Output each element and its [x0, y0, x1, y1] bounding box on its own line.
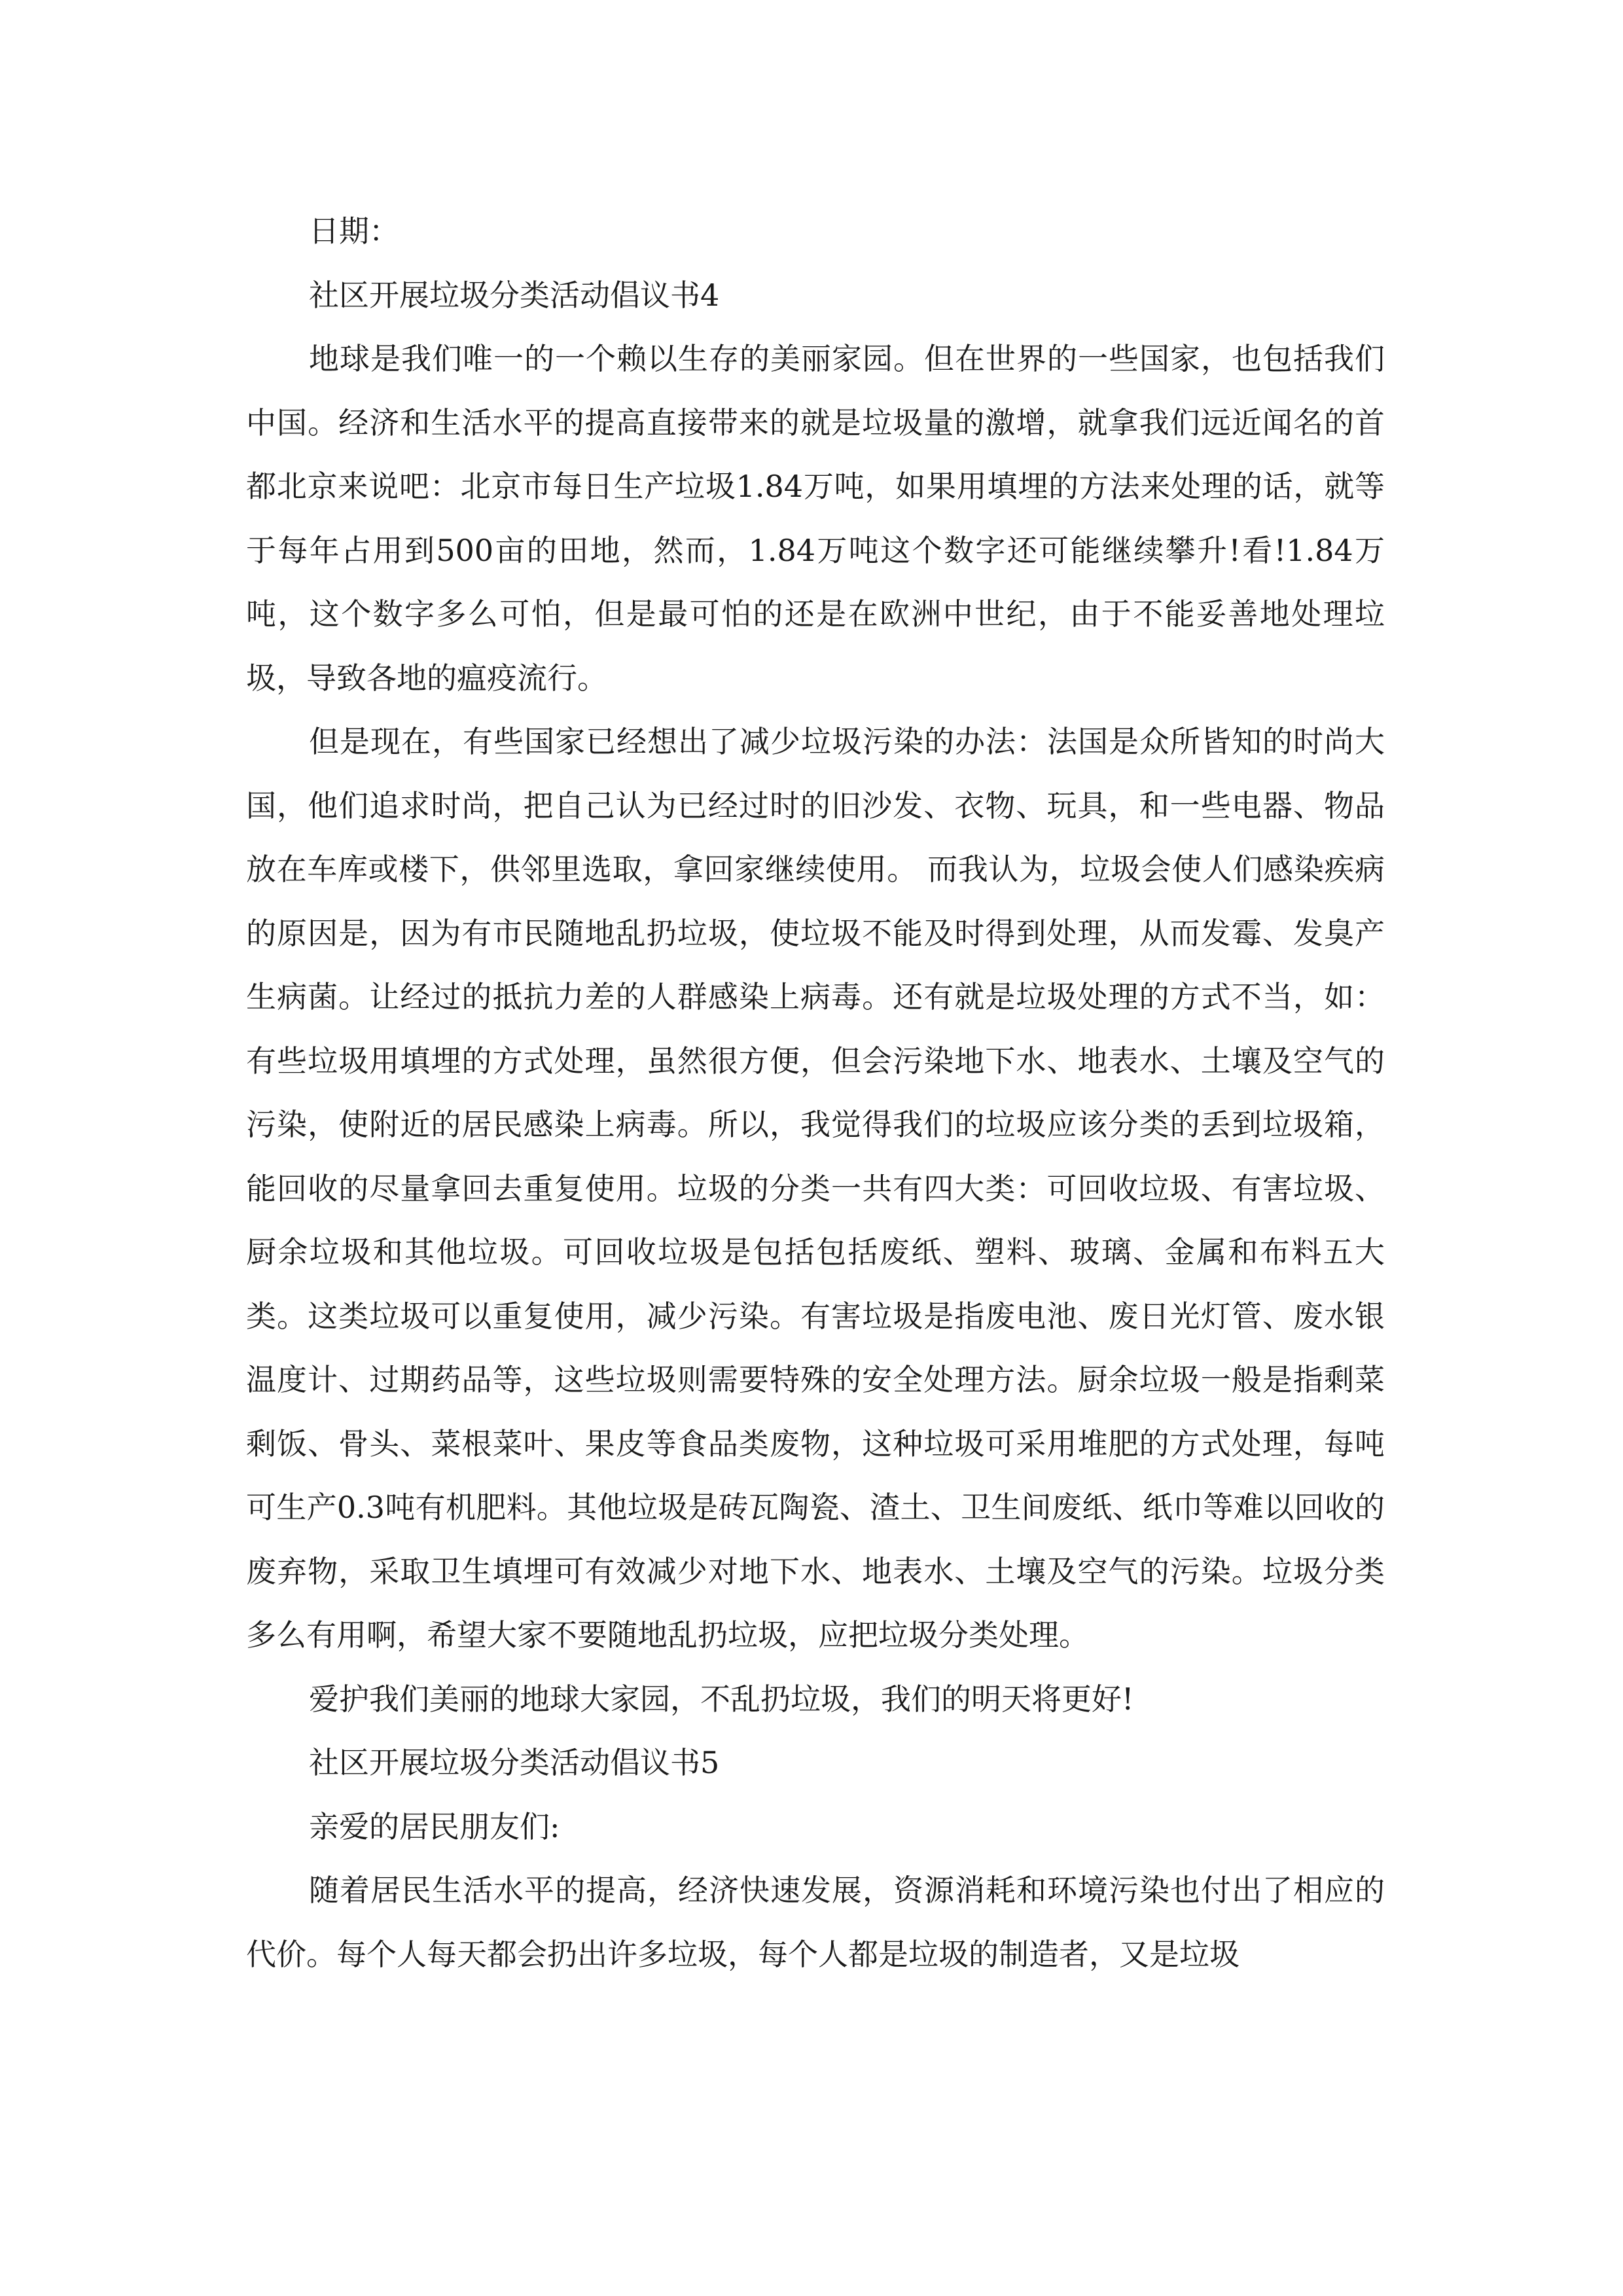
section-title-5: 社区开展垃圾分类活动倡议书5 — [309, 1745, 720, 1780]
date-line: 日期： — [309, 213, 399, 249]
paragraph-closing-4: 爱护我们美丽的地球大家园，不乱扔垃圾，我们的明天将更好! — [309, 1681, 1134, 1717]
section-title-4: 社区开展垃圾分类活动倡议书4 — [309, 277, 720, 313]
paragraph-classification: 但是现在，有些国家已经想出了减少垃圾污染的办法：法国是众所皆知的时尚大国，他们追求时尚，把自己认为已经过时的旧沙发、衣物、玩具，和一些电器、物品放在车库或楼下，供邻里选取，拿回家继续使用。 而我认为，垃圾会使人们感染疾病的原因是，因为有市民随地乱扔垃圾，使垃圾不能及时得到处理，从而发霉、发臭产生病菌。让经过的抵抗力差的人群感染上病毒。还有就是垃圾处理的方式不当，如：有些垃圾用填埋的方式处理，虽然很方便，但会污染地下水、地表水、土壤及空气的污染，使附近的居民感染上病毒。所以，我觉得我们的垃圾应该分类的丢到垃圾箱，能回收的尽量拿回去重复使用。垃圾的分类一共有四大类：可回收垃圾、有害垃圾、厨余垃圾和其他垃圾。可回收垃圾是包括包括废纸、塑料、玻璃、金属和布料五大类。这类垃圾可以重复使用，减少污染。有害垃圾是指废电池、废日光灯管、废水银温度计、过期药品等，这些垃圾则需要特殊的安全处理方法。厨余垃圾一般是指剩菜剩饭、骨头、菜根菜叶、果皮等食品类废物，这种垃圾可采用堆肥的方式处理，每吨可生产0.3吨有机肥料。其他垃圾是砖瓦陶瓷、渣土、卫生间废纸、纸巾等难以回收的废弃物，采取卫生填埋可有效减少对地下水、地表水、土壤及空气的污染。垃圾分类多么有用啊，希望大家不要随地乱扔垃圾，应把垃圾分类处理。 — [246, 724, 1385, 1653]
salutation: 亲爱的居民朋友们: — [309, 1808, 560, 1844]
paragraph-earth: 地球是我们唯一的一个赖以生存的美丽家园。但在世界的一些国家，也包括我们中国。经济和生活水平的提高直接带来的就是垃圾量的激增，就拿我们远近闻名的首都北京来说吧：北京市每日生产垃圾1.84万吨，如果用填埋的方法来处理的话，就等于每年占用到500亩的田地，然而，1.84万吨这个数字还可能继续攀升!看!1.84万吨，这个数字多么可怕，但是最可怕的还是在欧洲中世纪，由于不能妥善地处理垃圾，导致各地的瘟疫流行。 — [246, 341, 1385, 696]
document-body — [246, 200, 1385, 1986]
paragraph-intro-5: 随着居民生活水平的提高，经济快速发展，资源消耗和环境污染也付出了相应的代价。每个人每天都会扔出许多垃圾，每个人都是垃圾的制造者，又是垃圾 — [246, 1873, 1385, 1972]
